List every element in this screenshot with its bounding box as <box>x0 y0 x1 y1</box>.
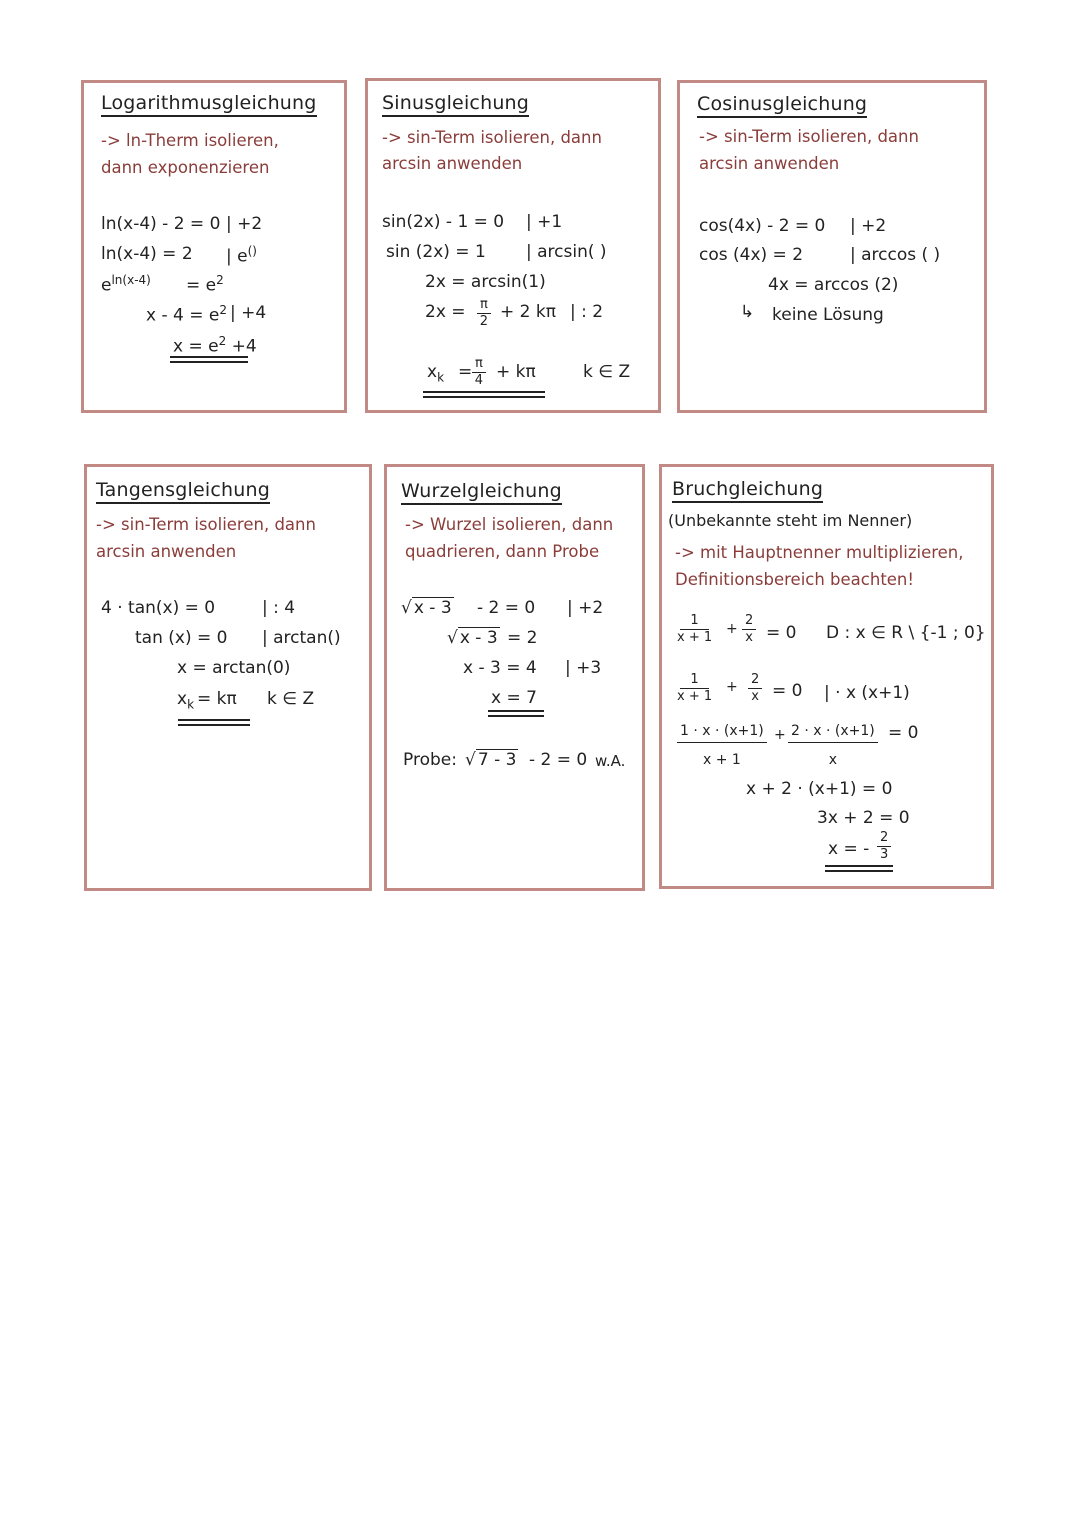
card-logarithmus <box>81 80 347 413</box>
probe-result: w.A. <box>595 752 626 770</box>
card-note-2: dann exponenzieren <box>101 158 270 177</box>
eq-line-2: ln(x-4) = 2 <box>101 244 193 264</box>
eq-result-set: k ∈ Z <box>583 362 631 382</box>
card-title: Sinusgleichung <box>382 92 530 114</box>
card-note-1: -> sin-Term isolieren, dann <box>96 515 316 534</box>
eq-op-4: | : 2 <box>570 302 604 322</box>
card-note-2: quadrieren, dann Probe <box>405 542 600 561</box>
plus-sign: + <box>726 621 738 637</box>
probe-root: √ 7 - 3 <box>465 750 517 770</box>
card-tangens <box>84 464 372 891</box>
card-note-1: -> ln-Therm isolieren, <box>101 131 279 150</box>
eq-result-set: k ∈ Z <box>267 689 315 709</box>
eq-line-3-rhs: = $e^2$ <box>186 273 224 296</box>
eq-line-4: 2x = <box>425 302 466 322</box>
probe-tail: - 2 = 0 <box>529 750 588 770</box>
card-title: Tangensgleichung <box>96 479 270 501</box>
fraction: $\frac{2}{x}$ <box>742 614 756 645</box>
eq-line-1: sin(2x) - 1 = 0 <box>382 212 505 232</box>
eq-line-3: $e^{ln(x-4)}$ <box>101 273 151 296</box>
eq-result-tail: = kπ <box>197 689 237 709</box>
eq-result-eq: = <box>458 362 473 382</box>
eq-op: | · x (x+1) <box>824 683 910 703</box>
result-underline <box>488 710 544 717</box>
eq-line-1: ln(x-4) - 2 = 0 <box>101 214 221 234</box>
card-subtitle: (Unbekannte steht im Nenner) <box>668 511 913 530</box>
eq-line-4: $x - 4 = e^2$ <box>146 303 227 326</box>
card-note-2: arcsin anwenden <box>96 542 237 561</box>
eq-op-1: | +1 <box>526 212 563 232</box>
eq-op-2: | arctan() <box>262 628 341 648</box>
eq-zero: = 0 <box>772 681 803 701</box>
fraction: $\frac{2}{3}$ <box>877 831 891 862</box>
domain: D : x ∈ R \ {-1 ; 0} <box>826 623 986 643</box>
eq-line-1: cos(4x) - 2 = 0 <box>699 216 826 236</box>
radicand: x - 3 <box>459 628 498 648</box>
eq-line-3: 4x = arccos (2) <box>768 275 899 295</box>
eq-zero: = 0 <box>766 623 797 643</box>
card-note-2: Definitionsbereich beachten! <box>675 570 915 589</box>
card-title: Wurzelgleichung <box>401 480 562 502</box>
card-wurzel <box>384 464 645 891</box>
eq-line-2: tan (x) = 0 <box>135 628 228 648</box>
eq-result: x = - <box>828 839 870 859</box>
eq-op-4: | +4 <box>230 303 267 323</box>
eq-zero: = 0 <box>888 723 919 743</box>
result-underline <box>178 719 250 726</box>
result-underline <box>423 391 545 398</box>
eq-line-1-tail: - 2 = 0 <box>477 598 536 618</box>
eq-line-2: cos (4x) = 2 <box>699 245 804 265</box>
arrow-icon: ↳ <box>740 302 755 322</box>
fraction: $\frac{1}{x + 1}$ <box>677 672 713 704</box>
result-underline <box>825 865 893 872</box>
radicand: 7 - 3 <box>477 750 517 770</box>
eq-op-1: | +2 <box>567 598 604 618</box>
card-note-1: -> sin-Term isolieren, dann <box>699 127 919 146</box>
eq-op-3: | +3 <box>565 658 602 678</box>
eq-result: $x_k$ <box>177 689 195 712</box>
eq-op-2: | arccos ( ) <box>850 245 941 265</box>
eq-line-5: 3x + 2 = 0 <box>817 808 910 828</box>
card-bruch <box>659 464 994 889</box>
eq-op-1: | +2 <box>226 214 263 234</box>
eq-line-3: x - 3 = 4 <box>463 658 537 678</box>
fraction-pi-quarter: $\frac{\pi}{4}$ <box>472 357 486 388</box>
result-underline <box>170 356 248 363</box>
eq-result: $x = e^2 +4$ <box>173 334 257 357</box>
fraction-pi-half: $\frac{\pi}{2}$ <box>477 298 491 329</box>
plus-sign: + <box>726 679 738 695</box>
eq-op-1: | +2 <box>850 216 887 236</box>
eq-op-1: | : 4 <box>262 598 296 618</box>
fraction: $\frac{1 \cdot x \cdot (x+1)}{x + 1}$ <box>677 721 767 770</box>
card-note-1: -> Wurzel isolieren, dann <box>405 515 614 534</box>
radicand: x - 3 <box>413 598 452 618</box>
eq-line-2: sin (2x) = 1 <box>386 242 486 262</box>
card-title: Bruchgleichung <box>672 478 824 500</box>
card-cosinus <box>677 80 987 413</box>
eq-line-3: x = arctan(0) <box>177 658 291 678</box>
eq-op-2: | e() <box>226 244 257 267</box>
eq-result: x = 7 <box>491 688 537 708</box>
card-note-1: -> sin-Term isolieren, dann <box>382 128 602 147</box>
eq-result: $x_k$ <box>427 362 445 385</box>
fraction: $\frac{2 \cdot x \cdot (x+1)}{x}$ <box>788 721 878 770</box>
plus-sign: + <box>774 727 786 743</box>
card-note-2: arcsin anwenden <box>699 154 840 173</box>
card-title: Cosinusgleichung <box>697 93 868 115</box>
eq-op-2: | arcsin( ) <box>526 242 607 262</box>
eq-line-1: √ x - 3 <box>401 598 452 618</box>
eq-line-2: √ x - 3 <box>447 628 498 648</box>
fraction: $\frac{1}{x + 1}$ <box>677 613 713 645</box>
eq-line-4-tail: + 2 kπ <box>500 302 556 322</box>
card-note-2: arcsin anwenden <box>382 154 523 173</box>
probe-label: Probe: <box>403 750 457 770</box>
eq-line-3: 2x = arcsin(1) <box>425 272 546 292</box>
card-note-1: -> mit Hauptnenner multiplizieren, <box>675 543 964 562</box>
eq-line-4: x + 2 · (x+1) = 0 <box>746 779 893 799</box>
eq-line-1: 4 · tan(x) = 0 <box>101 598 216 618</box>
eq-line-4: keine Lösung <box>772 305 884 325</box>
eq-result-tail: + kπ <box>496 362 536 382</box>
fraction: $\frac{2}{x}$ <box>748 673 762 704</box>
eq-line-2-tail: = 2 <box>507 628 538 648</box>
card-title: Logarithmusgleichung <box>101 92 317 114</box>
card-sinus <box>365 78 661 413</box>
